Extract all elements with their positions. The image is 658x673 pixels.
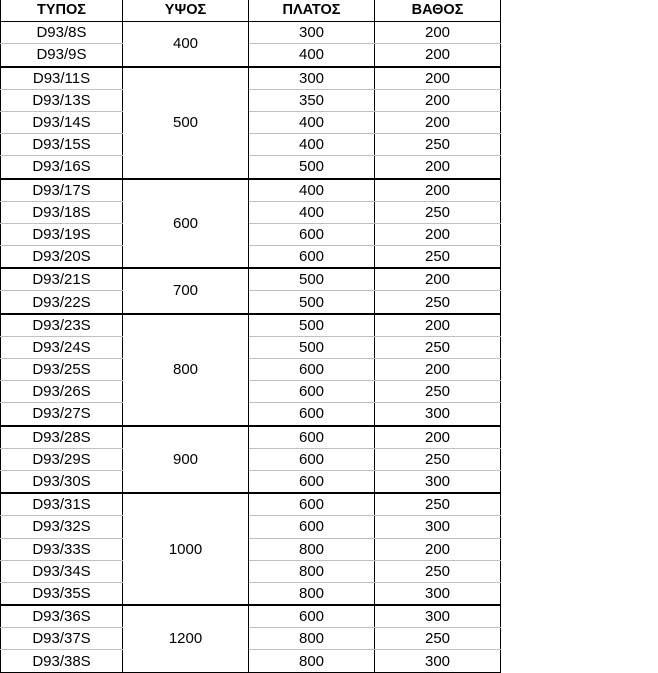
- table-row: [1, 426, 501, 449]
- cell-platos: 400: [249, 44, 375, 67]
- cell-platos: 600: [249, 493, 375, 516]
- cell-vathos: 250: [375, 201, 501, 223]
- cell-platos: 600: [249, 246, 375, 269]
- cell-platos: 600: [249, 448, 375, 470]
- table-row: [1, 470, 501, 493]
- header-row: [1, 0, 501, 22]
- cell-platos: 800: [249, 628, 375, 650]
- cell-vathos: 250: [375, 336, 501, 358]
- table-row: [1, 628, 501, 650]
- table-row: [1, 403, 501, 426]
- cell-vathos: 300: [375, 516, 501, 538]
- cell-platos: 600: [249, 403, 375, 426]
- cell-vathos: 300: [375, 650, 501, 672]
- cell-platos: 600: [249, 470, 375, 493]
- cell-typos: D93/14S: [1, 111, 123, 133]
- cell-vathos: 200: [375, 538, 501, 560]
- table-row: [1, 314, 501, 337]
- cell-ypsos: 800: [123, 314, 249, 426]
- cell-ypsos: 400: [123, 22, 249, 67]
- table-row: [1, 67, 501, 90]
- cell-typos: D93/13S: [1, 89, 123, 111]
- cell-ypsos: 600: [123, 179, 249, 269]
- cell-typos: D93/29S: [1, 448, 123, 470]
- table-header: [1, 0, 501, 22]
- cell-vathos: 200: [375, 314, 501, 337]
- cell-typos: D93/22S: [1, 291, 123, 314]
- cell-platos: 350: [249, 89, 375, 111]
- cell-platos: 600: [249, 605, 375, 628]
- table-row: [1, 291, 501, 314]
- cell-typos: D93/15S: [1, 134, 123, 156]
- cell-vathos: 300: [375, 403, 501, 426]
- table-row: [1, 156, 501, 179]
- cell-vathos: 200: [375, 89, 501, 111]
- table-row: [1, 605, 501, 628]
- header-typos: ΤΥΠΟΣ: [1, 0, 123, 22]
- cell-vathos: 200: [375, 156, 501, 179]
- cell-typos: D93/31S: [1, 493, 123, 516]
- cell-vathos: 250: [375, 493, 501, 516]
- cell-platos: 300: [249, 22, 375, 44]
- table-row: [1, 44, 501, 67]
- table-row: [1, 582, 501, 605]
- cell-platos: 400: [249, 201, 375, 223]
- cell-typos: D93/38S: [1, 650, 123, 672]
- cell-ypsos: 500: [123, 67, 249, 179]
- table-row: [1, 22, 501, 44]
- cell-platos: 800: [249, 538, 375, 560]
- cell-vathos: 200: [375, 111, 501, 133]
- cell-typos: D93/30S: [1, 470, 123, 493]
- table-row: [1, 381, 501, 403]
- cell-vathos: 250: [375, 628, 501, 650]
- cell-vathos: 200: [375, 268, 501, 291]
- table-row: [1, 650, 501, 672]
- cell-vathos: 250: [375, 291, 501, 314]
- table-row: [1, 111, 501, 133]
- cell-vathos: 200: [375, 44, 501, 67]
- cell-platos: 600: [249, 516, 375, 538]
- cell-typos: D93/17S: [1, 179, 123, 202]
- cell-platos: 800: [249, 582, 375, 605]
- cell-vathos: 200: [375, 67, 501, 90]
- cell-typos: D93/20S: [1, 246, 123, 269]
- table-row: [1, 560, 501, 582]
- cell-typos: D93/16S: [1, 156, 123, 179]
- cell-typos: D93/24S: [1, 336, 123, 358]
- cell-vathos: 200: [375, 359, 501, 381]
- cell-vathos: 250: [375, 134, 501, 156]
- cell-typos: D93/23S: [1, 314, 123, 337]
- cell-platos: 800: [249, 650, 375, 672]
- cell-platos: 400: [249, 134, 375, 156]
- cell-typos: D93/36S: [1, 605, 123, 628]
- header-platos: ΠΛΑΤΟΣ: [249, 0, 375, 22]
- cell-typos: D93/21S: [1, 268, 123, 291]
- cell-typos: D93/11S: [1, 67, 123, 90]
- cell-vathos: 250: [375, 448, 501, 470]
- cell-platos: 500: [249, 268, 375, 291]
- table-row: [1, 448, 501, 470]
- table-row: [1, 336, 501, 358]
- table-row: [1, 223, 501, 245]
- cell-vathos: 200: [375, 223, 501, 245]
- cell-vathos: 250: [375, 560, 501, 582]
- cell-typos: D93/26S: [1, 381, 123, 403]
- cell-vathos: 200: [375, 179, 501, 202]
- cell-typos: D93/25S: [1, 359, 123, 381]
- cell-platos: 600: [249, 359, 375, 381]
- cell-platos: 300: [249, 67, 375, 90]
- cell-ypsos: 1000: [123, 493, 249, 605]
- cell-ypsos: 700: [123, 268, 249, 313]
- cell-vathos: 300: [375, 605, 501, 628]
- cell-platos: 400: [249, 179, 375, 202]
- table-row: [1, 359, 501, 381]
- cell-typos: D93/8S: [1, 22, 123, 44]
- table-row: [1, 201, 501, 223]
- cell-platos: 600: [249, 223, 375, 245]
- cell-platos: 600: [249, 426, 375, 449]
- cell-typos: D93/33S: [1, 538, 123, 560]
- table-row: [1, 134, 501, 156]
- table-row: [1, 493, 501, 516]
- cell-typos: D93/37S: [1, 628, 123, 650]
- cell-vathos: 250: [375, 246, 501, 269]
- table-row: [1, 246, 501, 269]
- cell-typos: D93/28S: [1, 426, 123, 449]
- cell-ypsos: 1200: [123, 605, 249, 672]
- cell-typos: D93/19S: [1, 223, 123, 245]
- cell-vathos: 300: [375, 582, 501, 605]
- table-row: [1, 516, 501, 538]
- cell-platos: 500: [249, 336, 375, 358]
- cell-platos: 400: [249, 111, 375, 133]
- cell-typos: D93/9S: [1, 44, 123, 67]
- table-body: [1, 22, 501, 672]
- table-row: [1, 179, 501, 202]
- cell-platos: 500: [249, 156, 375, 179]
- cell-vathos: 250: [375, 381, 501, 403]
- header-vathos: ΒΑΘΟΣ: [375, 0, 501, 22]
- cell-typos: D93/18S: [1, 201, 123, 223]
- cell-typos: D93/35S: [1, 582, 123, 605]
- cell-vathos: 200: [375, 22, 501, 44]
- cell-typos: D93/32S: [1, 516, 123, 538]
- cell-vathos: 300: [375, 470, 501, 493]
- cell-platos: 600: [249, 381, 375, 403]
- table-row: [1, 89, 501, 111]
- cell-platos: 800: [249, 560, 375, 582]
- cell-ypsos: 900: [123, 426, 249, 494]
- table-row: [1, 268, 501, 291]
- cell-vathos: 200: [375, 426, 501, 449]
- cell-platos: 500: [249, 291, 375, 314]
- cell-typos: D93/27S: [1, 403, 123, 426]
- table-row: [1, 538, 501, 560]
- cell-platos: 500: [249, 314, 375, 337]
- header-ypsos: ΥΨΟΣ: [123, 0, 249, 22]
- cell-typos: D93/34S: [1, 560, 123, 582]
